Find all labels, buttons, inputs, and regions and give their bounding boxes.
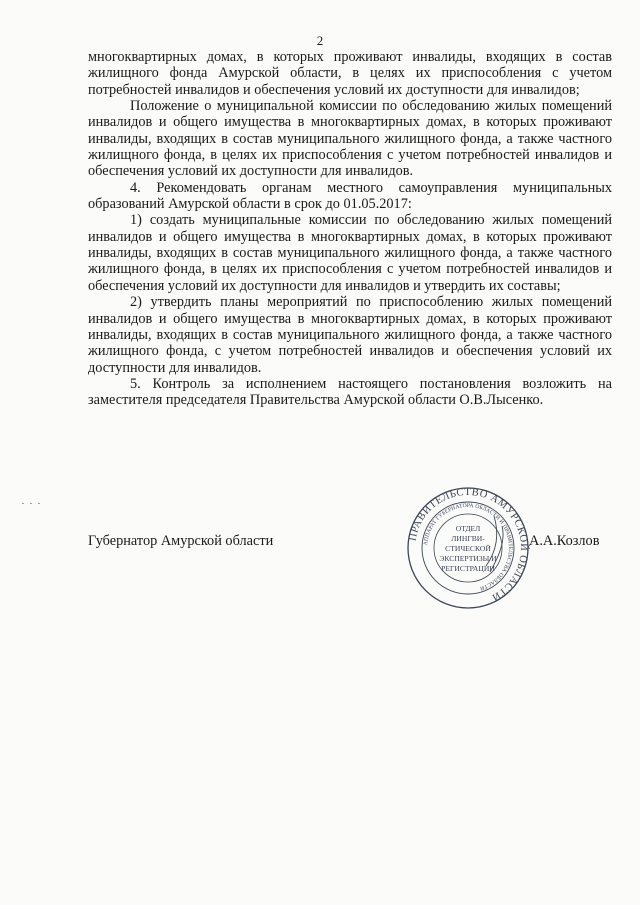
paragraph-item-4: 4. Рекомендовать органам местного самоуправления муниципальных образований Амурской области в срок до 01.05.2017: — [88, 179, 612, 213]
paragraph-item-5: 5. Контроль за исполнением настоящего постановления возложить на заместителя председателя Правительства Амурской области О.В.Лысенко. — [88, 375, 612, 409]
document-body — [88, 49, 612, 409]
paragraph-continuation: многоквартирных домах, в которых проживают инвалиды, входящих в состав жилищного фонда Амурской области, в целях их приспособления с учетом потребностей инвалидов и обеспечения условий их доступности для инвалидов; — [88, 49, 612, 98]
stamp-center-line: ОТДЕЛ — [455, 524, 481, 533]
stamp-outer-text: ПРАВИТЕЛЬСТВО АМУРСКОЙ ОБЛАСТИ — [407, 486, 530, 603]
paragraph-regulation: Положение о муниципальной комиссии по обследованию жилых помещений инвалидов и общего имущества в многоквартирных домах, в которых проживают инвалиды, входящих в состав муниципального жилищного фонда, а также частного жилищного фонда, в целях их приспособления с учетом потребностей инвалидов и обеспечения условий их доступности для инвалидов. — [88, 98, 612, 180]
scan-specks — [22, 491, 46, 509]
paragraph-subitem-1: 1) создать муниципальные комиссии по обследованию жилых помещений инвалидов и общего имущества в многоквартирных домах, в которых проживают инвалиды, входящих в состав муниципального жилищного фонда, а также частного жилищного фонда, в целях их приспособления с учетом потребностей инвалидов и обеспечения условий их доступности для инвалидов и утвердить их составы; — [88, 212, 612, 294]
page-number: 2 — [316, 33, 324, 48]
stamp-inner-text: АППАРАТ ГУБЕРНАТОРА ОБЛАСТИ И ПРАВИТЕЛЬСТВА ОБЛАСТИ — [423, 502, 514, 592]
official-stamp — [406, 486, 530, 610]
stamp-center-line: РЕГИСТРАЦИИ — [441, 564, 495, 573]
stamp-center-line: ЛИНГВИ- — [451, 534, 485, 543]
stamp-center-line: ЭКСПЕРТИЗЫ И — [439, 554, 497, 563]
paragraph-subitem-2: 2) утвердить планы мероприятий по приспособлению жилых помещений инвалидов и общего имущества в многоквартирных домах, в которых проживают инвалиды, входящих в состав муниципального жилищного фонда, а также частного жилищного фонда, с учетом потребностей инвалидов и обеспечения условий их доступности для инвалидов. — [88, 294, 612, 376]
signer-name: А.А.Козлов — [529, 533, 600, 549]
stamp-center-line: СТИЧЕСКОЙ — [445, 544, 491, 553]
signer-title: Губернатор Амурской области — [88, 533, 274, 549]
